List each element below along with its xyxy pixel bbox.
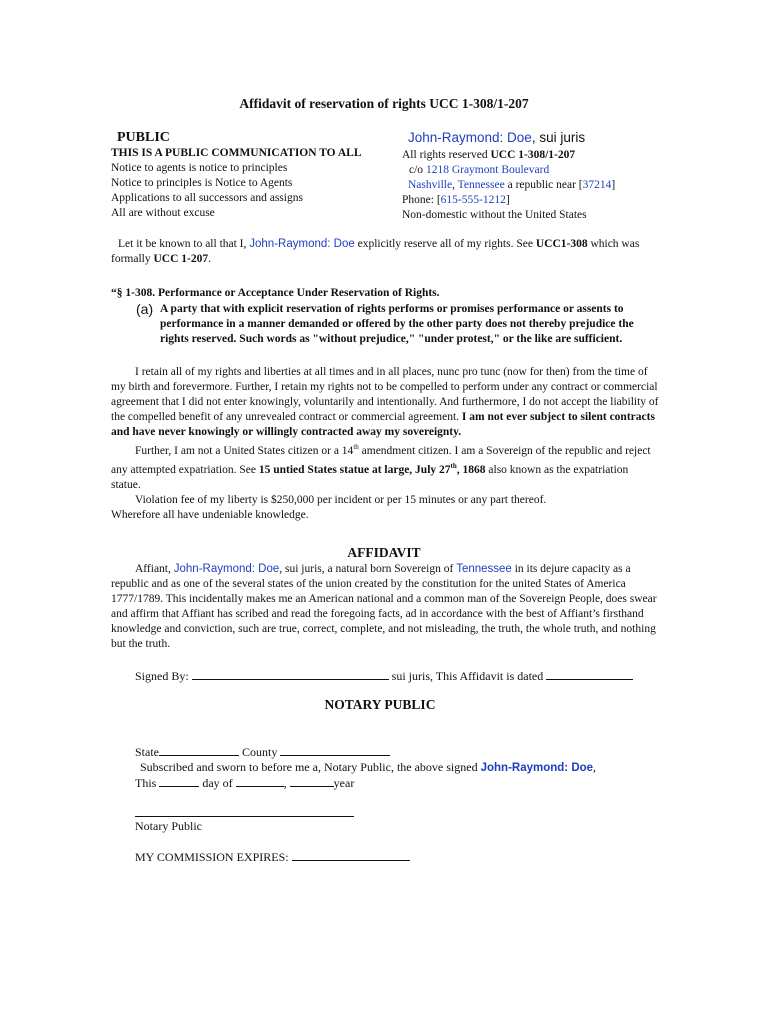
intro-name: John-Raymond: Doe	[249, 238, 355, 250]
notice-principles-line: Notice to principles is Notice to Agents	[111, 177, 293, 189]
county-blank[interactable]	[280, 744, 390, 756]
affiant-text-3: in its dejure capacity as a republic and as one of the several states of the union created by the constitution for the united States of America 1777/1789. This incidentally makes me an American national and a common man of the Sovereign People, does swear and affirm that Affiant has scribed and read the foregoing facts, ad in accordance with the best of Affiant’s firsthand knowledge and conviction, such are true, correct, complete, and not misleading, the truth, the whole truth, and nothing but the truth.	[111, 563, 657, 650]
clause-label: (a)	[136, 301, 154, 317]
phone-prefix: Phone: [	[402, 194, 441, 206]
header-name-line	[402, 130, 615, 147]
notary-signature-rule[interactable]	[135, 816, 354, 817]
state-county-line	[135, 744, 390, 760]
section-heading: “§ 1-308. Performance or Acceptance Under Reservation of Rights.	[111, 287, 440, 299]
signed-by-label: Signed By:	[135, 669, 189, 683]
sworn-comma: ,	[593, 760, 597, 774]
wherefore-paragraph: Wherefore all have undeniable knowledge.	[111, 508, 309, 521]
street-address: 1218 Graymont Boulevard	[425, 164, 550, 176]
retain-rights-paragraph	[111, 365, 659, 440]
sworn-name: John-Raymond: Doe	[480, 762, 594, 774]
citizen-text-2: amendment citizen. I am a Sovereign of the republic and reject any attempted expatriation. See	[111, 444, 651, 476]
intro-paragraph	[111, 237, 656, 267]
header-right	[402, 130, 615, 223]
affiant-state: Tennessee	[456, 563, 512, 575]
phone-bracket: ]	[505, 194, 510, 206]
address-street-line	[402, 163, 615, 178]
state-blank[interactable]	[159, 744, 239, 756]
retain-rights-text: I retain all of my rights and liberties at all times and in all places, nunc pro tunc (now for then) from the time of my birth and forevermore. Further, I retain my rights not to be compelled to perform under any contract or commercial agreement that I did not enter knowingly, voluntarily and intentionally. And furthermore, I do not accept the liability of the compelled benefit of any unrevealed contract or commercial agreement.	[111, 366, 659, 423]
city: Nashville	[408, 179, 453, 191]
applications-line: Applications to all successors and assigns	[111, 192, 303, 204]
zip-bracket: ]	[611, 179, 616, 191]
commission-label: MY COMMISSION EXPIRES:	[135, 850, 289, 864]
body-paragraphs	[111, 365, 659, 523]
county-label: County	[242, 745, 278, 759]
address-city-line	[402, 178, 615, 193]
date-blank[interactable]	[546, 668, 633, 680]
affiant-text-1: Affiant,	[135, 563, 174, 575]
rights-code: UCC 1-308/1-207	[490, 149, 576, 161]
intro-text-2: explicitly reserve all of my rights. See	[354, 238, 536, 250]
clause-text: A party that with explicit reservation of rights performs or promises performance or assents to performance in a manner demanded or offered by the other party does not thereby prejudice the rights reserved. Such words as "without prejudice," "under protest," or the like are sufficient.	[160, 303, 634, 345]
day-of-label: day of	[202, 776, 233, 790]
affidavit-paragraph	[111, 562, 657, 652]
intro-text-1: Let it be known to all that I,	[118, 238, 250, 250]
commission-blank[interactable]	[292, 849, 410, 861]
document-title: Affidavit of reservation of rights UCC 1-308/1-207	[239, 96, 529, 111]
header-name-suffix: , sui juris	[531, 130, 586, 145]
header-name: John-Raymond: Doe	[408, 130, 532, 145]
intro-code-1: UCC1-308	[535, 238, 588, 250]
zip-code: 37214	[582, 179, 612, 191]
intro-text-4: .	[208, 253, 211, 265]
co-prefix: c/o	[409, 164, 426, 176]
intro-code-2: UCC 1-207	[153, 253, 209, 265]
affidavit-heading: AFFIDAVIT	[347, 545, 421, 560]
section-clause-a	[136, 302, 661, 347]
violation-fee-paragraph: Violation fee of my liberty is $250,000 per incident or per 15 minutes or any part thereof.	[135, 493, 547, 506]
notary-public-label: Notary Public	[135, 819, 202, 833]
republic-text: a republic near [	[504, 179, 583, 191]
non-domestic-line: Non-domestic without the United States	[402, 209, 587, 221]
silent-contracts-text: I am not ever subject to silent contracts and have never knowingly or willingly contracted away my sovereignty.	[111, 411, 655, 438]
state-label: State	[135, 745, 159, 759]
statute-text: 15 untied States statue at large, July 27	[258, 463, 451, 476]
commission-line	[135, 849, 410, 865]
affiant-name: John-Raymond: Doe	[173, 563, 280, 575]
sworn-text: Subscribed and sworn to before me a, Notary Public, the above signed	[140, 760, 481, 774]
public-label: PUBLIC	[117, 130, 170, 145]
without-excuse-line: All are without excuse	[111, 207, 215, 219]
date-line	[135, 775, 354, 791]
year-blank[interactable]	[290, 775, 334, 787]
signature-blank[interactable]	[192, 668, 389, 680]
dated-label: sui juris, This Affidavit is dated	[391, 669, 544, 683]
citizen-sup: th	[353, 443, 359, 451]
phone-line	[402, 193, 615, 208]
citizen-paragraph	[111, 440, 659, 493]
header-left	[111, 130, 362, 221]
citizen-text-1: Further, I am not a United States citizen or a 14	[135, 444, 354, 457]
notary-heading: NOTARY PUBLIC	[324, 697, 436, 712]
intro-text-3: which was formally	[111, 238, 640, 265]
day-blank[interactable]	[159, 775, 199, 787]
phone-number: 615-555-1212	[440, 194, 506, 206]
year-label: year	[333, 776, 355, 790]
month-blank[interactable]	[236, 775, 284, 787]
statute-sup: th	[450, 461, 457, 470]
affiant-text-2: , sui juris, a natural born Sovereign of	[279, 563, 457, 575]
this-label: This	[135, 776, 157, 790]
signature-line	[135, 668, 633, 684]
sworn-line	[140, 760, 596, 776]
state: Tennessee	[457, 179, 505, 191]
public-communication-line: THIS IS A PUBLIC COMMUNICATION TO ALL	[111, 147, 362, 159]
city-comma: ,	[452, 179, 458, 191]
statute-year: , 1868	[456, 463, 486, 476]
rights-prefix: All rights reserved	[402, 149, 491, 161]
citizen-text-3: also known as the expatriation statue.	[111, 463, 629, 491]
date-comma: ,	[283, 776, 287, 790]
notice-agents-line: Notice to agents is notice to principles	[111, 162, 288, 174]
rights-reserved-line	[402, 148, 615, 163]
